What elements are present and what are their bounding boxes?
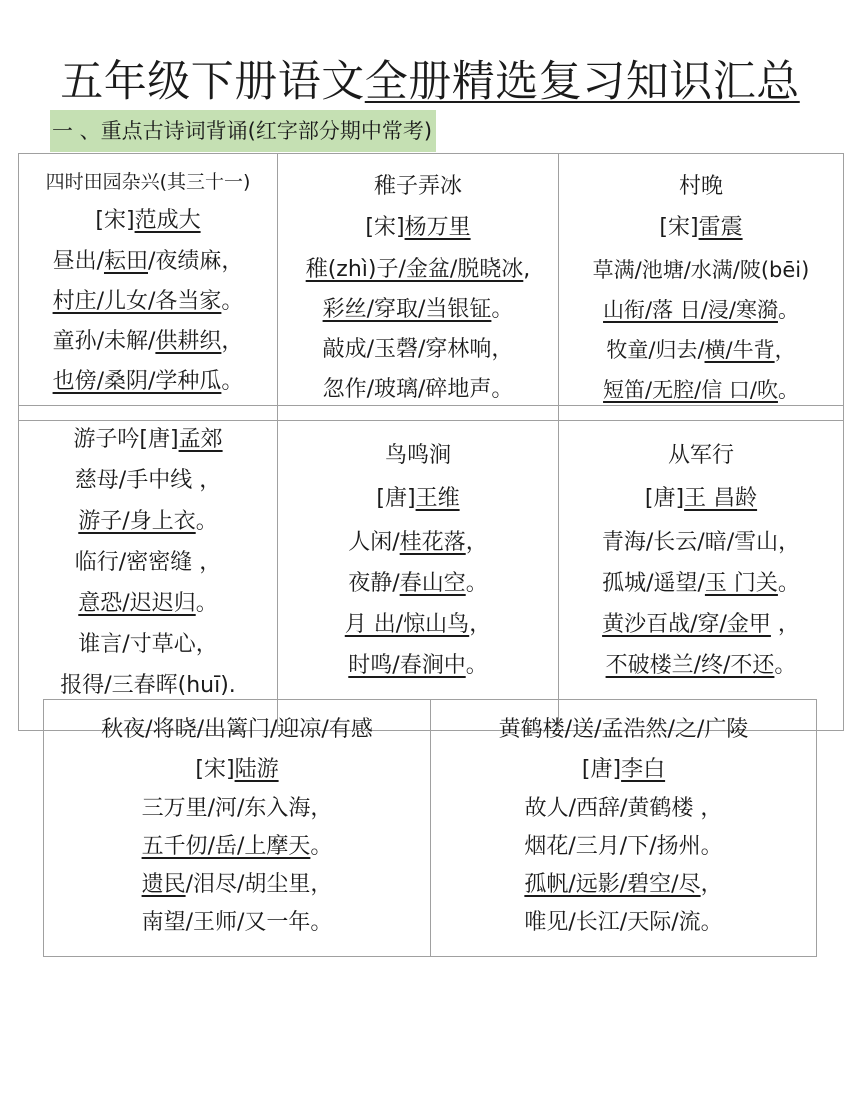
poem-line: [19, 583, 277, 624]
poem-line: [278, 522, 558, 563]
poem-line-segment: 敲成/玉磬/穿林响，: [322, 337, 514, 362]
poem-byline: [559, 476, 843, 522]
poem-line-segment: /泪尽/胡尘里，: [185, 872, 333, 897]
poem-heading: [19, 420, 277, 460]
poem-cell: [431, 700, 817, 957]
poem-cell: [278, 154, 559, 421]
poem-line: [431, 828, 816, 866]
poem-line-segment: /夜绩麻，: [148, 249, 244, 274]
poem-title: 从军行: [667, 443, 734, 468]
poem-line-segment: 。: [491, 297, 514, 322]
poem-line-segment: 南望/王师/又一年。: [141, 910, 333, 935]
poem-line-segment: 。: [465, 653, 488, 678]
poem-line-segment: 唯见/长江/天际/流。: [524, 910, 723, 935]
poem-line-segment: 。: [195, 591, 218, 616]
poem-author: 陆游: [234, 757, 279, 782]
poem-author: 王维: [415, 486, 460, 511]
poem-line: [44, 866, 430, 904]
poem-author: 李白: [621, 757, 666, 782]
poem-author: 杨万里: [404, 215, 471, 240]
poem-line-segment: 黄沙百战/穿/金甲: [602, 612, 771, 637]
poem-line-segment: 。: [777, 378, 799, 402]
poem-line: [559, 645, 843, 686]
poem-line-segment: 临行/密密缝 ，: [74, 550, 222, 575]
poem-line: [431, 790, 816, 828]
poem-line: [559, 563, 843, 604]
page-title: [0, 56, 860, 108]
poem-line-segment: 牧童/归去/: [606, 338, 705, 362]
poem-line-segment: 彩丝/穿取/当银钲: [322, 297, 492, 322]
title-plain: 五年级下册语文: [60, 57, 365, 107]
poem-line-segment: 孤帆/远影/碧空/尽: [524, 872, 701, 897]
poem-line-segment: 玉 门关: [704, 571, 778, 596]
poem-line: [278, 290, 558, 330]
poem-line-segment: 。: [777, 571, 800, 596]
poem-line-segment: 孤城/遥望/: [602, 571, 705, 596]
poem-line: [44, 828, 430, 866]
poem-byline: [431, 750, 816, 790]
poem-line: [278, 250, 558, 290]
poem-byline: [19, 200, 277, 242]
poem-line: [44, 904, 430, 942]
poem-line: [19, 322, 277, 362]
poem-line-segment: 桂花落: [399, 530, 466, 555]
poem-title: 游子吟: [73, 427, 140, 452]
poem-line-segment: 也傍/桑阴/学种瓜: [52, 369, 222, 394]
poem-line-segment: 。: [465, 571, 488, 596]
poem-line-segment: 三万里/河/东入海，: [141, 796, 333, 821]
poem-line-segment: 故人/西辞/黄鹤楼 ，: [524, 796, 723, 821]
poem-byline: [278, 206, 558, 250]
poem-line: [278, 370, 558, 410]
poem-line: [278, 645, 558, 686]
poem-title: 黄鹤楼/送/孟浩然/之/广陵: [498, 717, 749, 742]
title-underlined: 全册精选复习知识汇总: [364, 57, 800, 107]
poem-line-segment: 五千仞/岳/上摩天: [141, 834, 311, 859]
poem-line: [559, 604, 843, 645]
poem-byline: [559, 206, 843, 250]
poem-line: [44, 790, 430, 828]
poem-line-segment: ，: [221, 329, 244, 354]
poem-author: 王 昌龄: [684, 486, 758, 511]
poem-byline: [278, 476, 558, 522]
poem-line: [559, 330, 843, 370]
poem-table-row-2: [18, 405, 844, 731]
poem-line-segment: 时鸣/春涧中: [348, 653, 466, 678]
poem-line-segment: ，: [465, 530, 488, 555]
poem-line-segment: 夜静/: [348, 571, 400, 596]
poem-author: 雷震: [698, 215, 743, 240]
poem-line: [559, 370, 843, 410]
poem-line-segment: 忽作/玻璃/碎地声。: [322, 377, 514, 402]
poem-table-row-1: [18, 153, 844, 421]
poem-line-segment: 横/牛背: [704, 338, 775, 362]
poem-author: 范成大: [134, 208, 201, 233]
poem-line-segment: 意恐/迟迟归: [78, 591, 196, 616]
poem-dynasty: [唐]: [376, 486, 416, 511]
poem-author: 孟郊: [178, 427, 223, 452]
poem-line-segment: 遗民: [141, 872, 186, 897]
poem-line-segment: 人闲/: [348, 530, 400, 555]
poem-line-segment: ，: [469, 612, 492, 637]
poem-line-segment: 。: [195, 509, 218, 534]
poem-line-segment: 。: [310, 834, 333, 859]
poem-line-segment: 童孙/未解/: [52, 329, 156, 354]
poem-line-segment: 草满/池塘/水满/陂(bēi): [592, 258, 810, 282]
poem-line: [19, 282, 277, 322]
poem-line-segment: 。: [774, 653, 797, 678]
poem-title: 稚子弄冰: [373, 174, 462, 199]
poem-line-segment: 烟花/三月/下/扬州。: [524, 834, 723, 859]
poem-dynasty: [宋]: [195, 757, 235, 782]
poem-line: [278, 563, 558, 604]
poem-line-segment: 青海/长云/暗/雪山，: [601, 530, 801, 555]
poem-line-segment: 游子/身上衣: [78, 509, 196, 534]
poem-line-segment: 短笛/无腔/信 口/吹: [603, 378, 778, 402]
poem-dynasty: [宋]: [95, 208, 135, 233]
poem-cell: [559, 406, 844, 731]
poem-cell: [44, 700, 431, 957]
poem-cell: [19, 406, 278, 731]
poem-table-row-3: [43, 699, 817, 957]
poem-line: [278, 330, 558, 370]
poem-line-segment: 不破楼兰/终/不还: [605, 653, 775, 678]
poem-line: [19, 362, 277, 402]
poem-title: 村晚: [678, 174, 723, 199]
poem-line-segment: 慈母/手中线 ，: [74, 468, 222, 493]
poem-line-segment: 村庄/儿女/各当家: [52, 289, 222, 314]
poem-title: 四时田园杂兴(其三十一): [45, 171, 251, 193]
section-heading: 一 、重点古诗词背诵(红字部分期中常考): [50, 110, 436, 152]
poem-title: 鸟鸣涧: [384, 443, 451, 468]
poem-line: [19, 624, 277, 665]
poem-line-segment: ,: [523, 257, 531, 282]
poem-dynasty: [宋]: [365, 215, 405, 240]
poem-line-segment: ，: [700, 872, 723, 897]
poem-line: [559, 290, 843, 330]
poem-dynasty: [宋]: [659, 215, 699, 240]
poem-title: 秋夜/将晓/出篱门/迎凉/有感: [101, 717, 373, 742]
poem-line: [19, 460, 277, 501]
poem-line: [431, 866, 816, 904]
poem-line: [19, 501, 277, 542]
poem-line-segment: 供耕织: [155, 329, 222, 354]
poem-line-segment: 稚(zhì)子/金盆/脱晓冰: [305, 257, 524, 282]
poem-line-segment: 昼出/: [52, 249, 104, 274]
poem-line-segment: 谁言/寸草心，: [78, 632, 218, 657]
poem-line-segment: 春山空: [399, 571, 466, 596]
poem-line-segment: 。: [777, 298, 799, 322]
poem-cell: [559, 154, 844, 421]
poem-line-segment: ，: [770, 612, 800, 637]
poem-line-segment: 山衔/落 日/浸/寒漪: [603, 298, 778, 322]
poem-dynasty: [唐]: [581, 757, 622, 782]
poem-cell: [19, 154, 278, 421]
poem-dynasty: [唐]: [139, 427, 179, 452]
poem-line: [278, 604, 558, 645]
poem-cell: [278, 406, 559, 731]
poem-line: [559, 250, 843, 290]
poem-line-segment: 。: [221, 289, 244, 314]
poem-line-segment: 月 出/惊山鸟: [344, 612, 470, 637]
poem-line-segment: 报得/三春晖(huī).: [60, 673, 236, 698]
poem-line: [19, 542, 277, 583]
poem-line-segment: 。: [221, 369, 244, 394]
poem-line: [559, 522, 843, 563]
poem-dynasty: [唐]: [644, 486, 685, 511]
poem-line-segment: ，: [774, 338, 796, 362]
poem-line: [19, 242, 277, 282]
poem-line-segment: 耘田: [103, 249, 148, 274]
poem-byline: [44, 750, 430, 790]
poem-line: [431, 904, 816, 942]
